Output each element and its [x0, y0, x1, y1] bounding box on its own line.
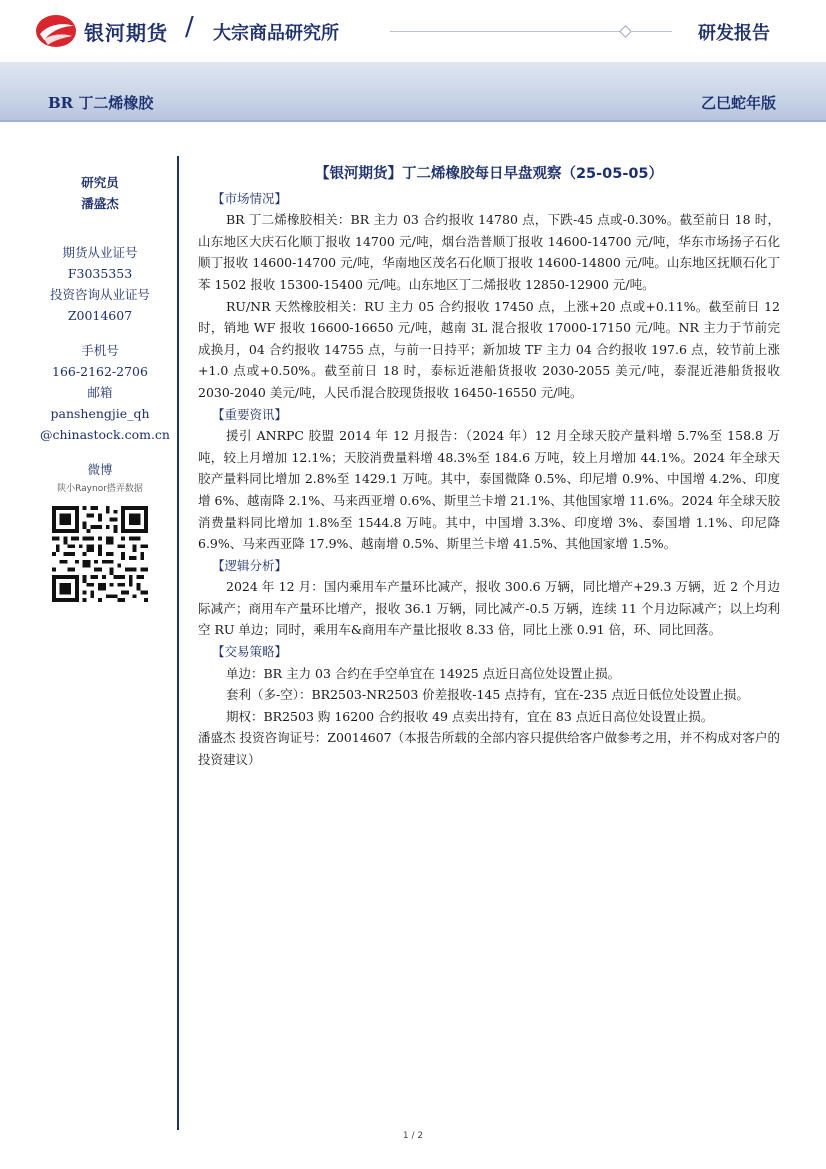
paragraph: 套利（多-空）：BR2503-NR2503 价差报收-145 点持有，宜在-235 点近日低位处设置止损。	[226, 687, 749, 703]
disclaimer: 潘盛杰 投资咨询证号：Z0014607（本报告所载的全部内容只提供给客户做参考之用，并不构成对客户的投资建议）	[198, 730, 780, 768]
report-body	[198, 164, 780, 771]
cert-value: F3035353	[67, 266, 133, 281]
section-heading-market: 【市场情况】	[212, 190, 288, 206]
analyst-sidebar	[40, 172, 170, 602]
paragraph: RU/NR 天然橡胶相关：RU 主力 05 合约报收 17450 点，上涨+20 点或+0.11%。截至前日 12 时，销地 WF 报收 16600-16650 元/吨，越南 3L 混合报收 17000-17150 元/吨。NR 主力于节前完成换月，04 合约报收 14755 点，与前一日持平；新加坡 TF 主力 04 合约报收 197.6 点，较节前上涨+1.0 点或+0.50%。截至前日 18 时，泰标近港船货报收 2030-2055 美元/吨，泰混近港船货报收 2030-2040 美元/吨，人民币混合胶现货报收 16450-16550 元/吨。	[198, 298, 780, 400]
weibo-label: 微博	[87, 462, 113, 477]
invest-cert-label: 投资咨询从业证号	[49, 287, 150, 302]
section-heading-strategy: 【交易策略】	[212, 644, 288, 660]
paragraph: BR 丁二烯橡胶相关：BR 主力 03 合约报收 14780 点，下跌-45 点或-0.30%。截至前日 18 时，山东地区大庆石化顺丁报收 14700 元/吨，烟台浩普顺丁报收 14600-14700 元/吨，华东市场扬子石化顺丁报收 14600-14700 元/吨，华南地区茂名石化顺丁报收 14600-14800 元/吨。山东地区抚顺石化丁苯 1502 报收 15300-15400 元/吨。山东地区丁二烯报收 12850-12900 元/吨。	[198, 212, 780, 292]
diamond-icon	[619, 25, 632, 38]
section-heading-logic: 【逻辑分析】	[212, 557, 288, 573]
edition-label: 乙巳蛇年版	[700, 94, 776, 112]
paragraph: 期权：BR2503 购 16200 合约报收 49 点卖出持有，宜在 83 点近日高位处设置止损。	[226, 708, 714, 724]
email-line-1[interactable]: panshengjie_qh	[50, 406, 150, 421]
page-number: 1 / 2	[402, 1131, 424, 1141]
header-deco-line	[390, 31, 620, 32]
galaxy-logo-icon	[34, 12, 78, 50]
email-label: 邮箱	[87, 385, 113, 400]
cert-label: 期货从业证号	[62, 245, 138, 260]
institute-name: 大宗商品研究所	[213, 23, 339, 44]
qr-code-icon	[52, 506, 148, 602]
header-divider: /	[185, 12, 194, 42]
analyst-role: 研究员	[81, 175, 119, 190]
email-line-2[interactable]: @chinastock.com.cn	[40, 427, 170, 442]
analyst-name: 潘盛杰	[81, 196, 119, 211]
invest-cert-value: Z0014607	[67, 308, 133, 323]
weibo-handle: 陕小Raynor搭弄数据	[57, 484, 143, 494]
brand-name: 银河期货	[84, 21, 168, 45]
report-type: 研发报告	[698, 23, 770, 44]
header-deco-line	[632, 31, 672, 32]
paragraph: 单边：BR 主力 03 合约在手空单宜在 14925 点近日高位处设置止损。	[226, 665, 621, 681]
paragraph: 援引 ANRPC 胶盟 2014 年 12 月报告：（2024 年）12 月全球天胶产量料增 5.7%至 158.8 万吨，较上月增加 12.1%；天胶消费量料增 48.3%至 184.6 万吨，较上月增加 44.1%。2024 年全球天胶产量料同比增加 2.8%至 1429.1 万吨。其中，泰国微降 0.5%、印尼增 0.9%、中国增 4.2%、印度增 6%、越南降 2.1%、马来西亚增 0.6%、斯里兰卡增 21.1%、其他国家增 11.6%。2024 年全球天胶消费量料同比增加 1.8%至 1544.8 万吨。其中，中国增 3.3%、印度增 3%、泰国增 1.1%、印尼降 6.9%、马来西亚降 17.9%、越南增 0.5%、斯里兰卡增 41.5%、其他国家增 1.5%。	[198, 428, 780, 552]
phone-label: 手机号	[81, 343, 119, 358]
product-name: BR 丁二烯橡胶	[48, 94, 154, 112]
report-title: 【银河期货】丁二烯橡胶每日早盘观察（25-05-05）	[314, 166, 664, 182]
paragraph: 2024 年 12 月：国内乘用车产量环比减产，报收 300.6 万辆，同比增产+29.3 万辆，近 2 个月边际减产；商用车产量环比增产，报收 36.1 万辆，同比减产-0.5 万辆，连续 11 个月边际减产；以上均利空 RU 单边；同时，乘用车&商用车产量比报收 8.33 倍，同比上涨 0.91 倍，环、同比回落。	[198, 579, 780, 638]
section-heading-news: 【重要资讯】	[212, 406, 288, 422]
phone-value: 166-2162-2706	[52, 364, 148, 379]
column-divider	[177, 156, 179, 1130]
page-header	[0, 0, 826, 62]
